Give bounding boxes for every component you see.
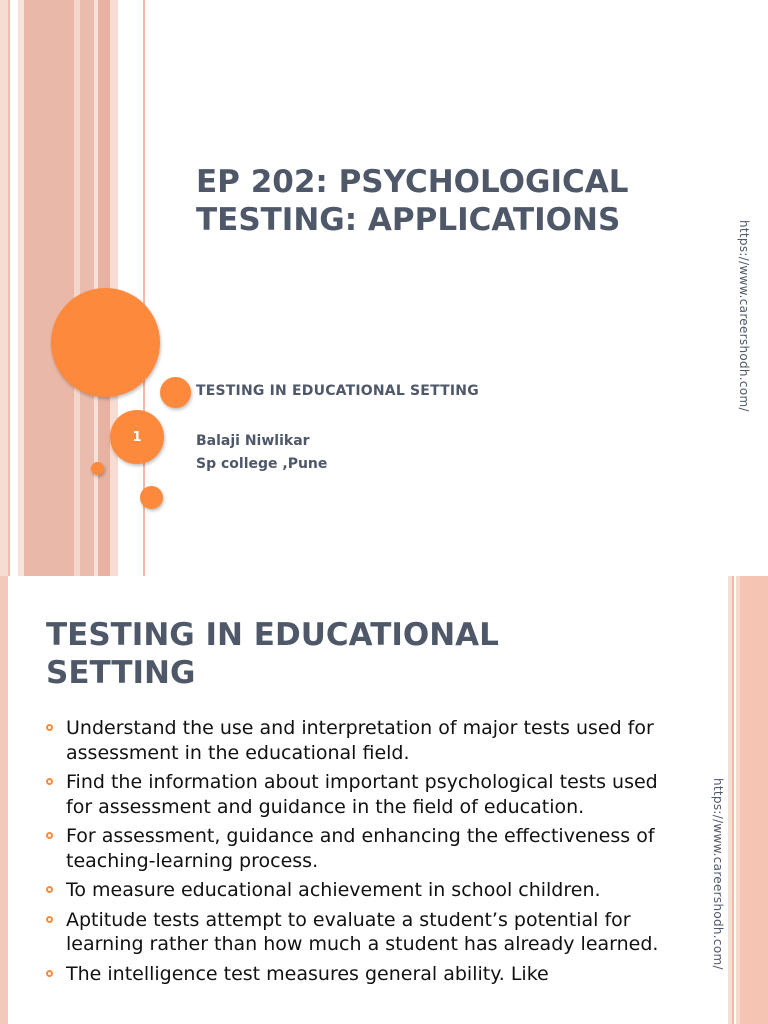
large-orange-circle: [51, 288, 160, 397]
bullet-circle-icon: [46, 970, 53, 977]
bullet-item: Understand the use and interpretation of major tests used for assessment in the educational field.: [46, 716, 666, 765]
side-url: https://www.careershodh.com/: [711, 778, 725, 970]
page-number: 1: [132, 429, 142, 445]
tiny-orange-circle: [91, 462, 104, 475]
slide-title-line1: TESTING IN EDUCATIONAL: [46, 617, 499, 653]
bullet-circle-icon: [46, 886, 53, 893]
bullet-circle-icon: [46, 724, 53, 731]
side-url: https://www.careershodh.com/: [737, 220, 751, 412]
bullet-item: To measure educational achievement in school children.: [46, 878, 666, 903]
slide-title-line1: EP 202: PSYCHOLOGICAL: [196, 164, 629, 200]
bullet-item: Aptitude tests attempt to evaluate a student’s potential for learning rather than how much a student has already learned.: [46, 908, 666, 957]
bullet-circle-icon: [46, 916, 53, 923]
bullet-circle-icon: [46, 778, 53, 785]
author-college: Sp college ,Pune: [196, 456, 328, 472]
decorative-stripes-right: [728, 576, 768, 1024]
bullet-item: For assessment, guidance and enhancing the effectiveness of teaching-learning process.: [46, 824, 666, 873]
decorative-stripes: [0, 0, 150, 576]
content-slide: [0, 576, 768, 1024]
bullet-item: The intelligence test measures general ability. Like: [46, 962, 666, 987]
bullet-list: [46, 716, 666, 991]
slide-subtitle: TESTING IN EDUCATIONAL SETTING: [196, 383, 479, 399]
slide-title: [46, 616, 666, 692]
slide-title-line2: SETTING: [46, 655, 196, 691]
bullet-circle-icon: [46, 832, 53, 839]
slide-title-line2: TESTING: APPLICATIONS: [196, 202, 621, 238]
bullet-item: Find the information about important psychological tests used for assessment and guidance in the field of education.: [46, 770, 666, 819]
small-orange-circle-bottom: [140, 486, 163, 509]
left-accent-bar: [0, 576, 8, 1024]
author-name: Balaji Niwlikar: [196, 433, 310, 449]
slide-title: [196, 163, 716, 239]
small-orange-circle: [160, 377, 191, 408]
author-info: [196, 430, 327, 476]
